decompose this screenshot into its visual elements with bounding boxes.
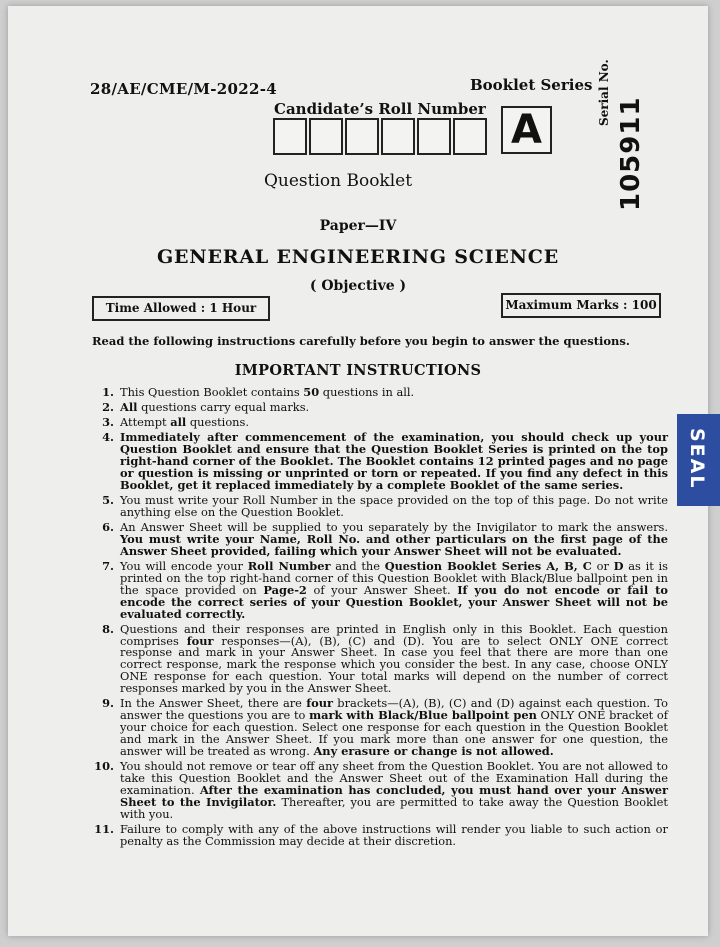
instruction-item [94,758,668,821]
instruction-text: You must write your Name, Roll No. and other particulars on the first page of the Answer Sheet provided, failing which your Answer Sheet will not be evaluated. [120,531,668,558]
roll-number-label: Candidate’s Roll Number [274,100,486,118]
instruction-text: Immediately after commencement of the examination, you should check up your Question Booklet and ensure that the Question Booklet Series is printed on the top right-hand corner of the Booklet. The Booklet contains 12 printed pages and no page or question is missing or unprinted or torn or repeated. If you find any defect in this Booklet, get it replaced immediately by a complete Booklet of the same series. [120,430,668,492]
instruction-item [98,432,668,492]
instruction-item [98,522,668,558]
instruction-text: Failure to comply with any of the above instructions will render you liable to such action or penalty as the Commission may decide at their discretion. [120,821,668,848]
exam-code: 28/AE/CME/M-2022-4 [90,80,277,98]
instruction-text: In the Answer Sheet, there are [120,696,307,711]
instruction-text: All [120,400,138,415]
instruction-number: 5. [102,493,114,507]
instruction-text: Thereafter, you are permitted to take away the Question Booklet with you. [120,794,668,821]
instruction-text: responses—(A), (B), (C) and (D). You are to select ONLY ONE correct response and mark in your Answer Sheet. In case you feel that there are more than one correct response, mark the response which you consider the best. In any case, choose ONLY ONE response for each question. Your total marks will depend on the number of correct responses marked by you in the Answer Sheet. [120,633,668,696]
instruction-number: 10. [94,758,114,773]
instruction-text: This Question Booklet contains [120,385,304,399]
instruction-item [98,417,668,429]
instruction-item [98,698,668,758]
instructions-list [94,385,669,851]
instruction-number: 6. [102,520,114,534]
instruction-text: Roll Number [247,558,331,573]
instruction-number: 9. [102,696,114,711]
instruction-text: of your Answer Sheet. [306,582,458,597]
subject-title: GENERAL ENGINEERING SCIENCE [156,246,560,268]
instruction-text: questions carry equal marks. [137,400,310,415]
booklet-title: Question Booklet [263,171,413,191]
read-instructions-note: Read the following instructions carefully before you begin to answer the questions. [92,334,630,348]
instruction-text: brackets—(A), (B), (C) and (D) against each question. To answer the questions you are to [120,696,669,723]
paper-type: ( Objective ) [309,278,407,294]
instruction-item [98,495,668,519]
instructions-heading: IMPORTANT INSTRUCTIONS [234,362,482,379]
booklet-series-label: Booklet Series [470,76,593,94]
instruction-text: as it is printed on the top right-hand corner of this Question Booklet with Black/Blue ballpoint pen in the space provided on [120,558,669,597]
instruction-text: Questions and their responses are printed in English only in this Booklet. Each question comprises [120,621,668,648]
instruction-text: You should not remove or tear off any sheet from the Question Booklet. You are not allowed to take this Question Booklet and the Answer Sheet out of the Examination Hall during the examination. [120,758,668,797]
booklet-series-box [501,106,552,154]
instruction-text: ONLY ONE bracket of your choice for each question. Select one response for each question in the Question Booklet and mark in the Answer Sheet. If you mark more than one answer for one question, the answer will be treated as wrong. [120,708,668,758]
instruction-text: Question Booklet Series A, B, C [384,558,592,573]
instruction-number: 2. [102,400,114,415]
seal-label: SEAL [686,428,708,490]
instruction-item [98,621,668,696]
question-booklet-cover [8,6,708,936]
instruction-text: An Answer Sheet will be supplied to you separately by the Invigilator to mark the answers. [120,520,668,534]
roll-digit-box[interactable] [453,118,487,155]
instruction-text: After the examination has concluded, you must hand over your Answer Sheet to the Invigilator. [120,782,668,809]
instruction-text: You will encode your [120,558,248,573]
instruction-text: Any erasure or change is not allowed. [313,743,554,758]
instruction-text: You must write your Roll Number in the space provided on the top of this page. Do not write anything else on the Question Booklet. [120,493,668,519]
instruction-number: 4. [102,430,114,445]
maximum-marks: Maximum Marks : 100 [501,293,661,318]
seal-tab [677,414,720,506]
instruction-text: mark with Black/Blue ballpoint pen [309,708,537,723]
instruction-number: 7. [102,558,114,573]
instruction-number: 8. [102,621,114,636]
roll-digit-box[interactable] [381,118,415,155]
instruction-item [98,402,668,414]
roll-digit-box[interactable] [345,118,379,155]
booklet-series-value: A [511,107,542,153]
instruction-text: four [186,633,214,648]
instruction-text: D [613,558,624,573]
instruction-text: 50 [303,385,320,399]
instruction-text: all [170,415,187,430]
instruction-text: questions in all. [319,385,415,399]
roll-digit-box[interactable] [417,118,451,155]
instruction-item [94,821,668,848]
instruction-number: 1. [102,385,114,399]
roll-digit-box[interactable] [273,118,307,155]
paper-number: Paper—IV [319,218,397,234]
instruction-text: and the [330,558,385,573]
time-allowed: Time Allowed : 1 Hour [92,296,270,321]
instruction-item [98,387,668,399]
instruction-number: 11. [94,821,114,836]
instruction-text: If you do not encode or fail to encode the correct series of your Question Booklet, your Answer Sheet will not be evaluated correctly. [120,582,668,621]
instruction-text: Attempt [120,415,171,430]
instruction-item [98,558,669,621]
instruction-text: four [306,696,334,711]
roll-number-boxes [273,118,489,155]
instruction-number: 3. [102,415,114,430]
instruction-text: Page-2 [263,582,307,597]
serial-label: Serial No. [597,59,611,126]
roll-digit-box[interactable] [309,118,343,155]
instruction-text: questions. [186,415,249,430]
instruction-text: or [591,558,614,573]
serial-number: 105911 [616,96,646,211]
